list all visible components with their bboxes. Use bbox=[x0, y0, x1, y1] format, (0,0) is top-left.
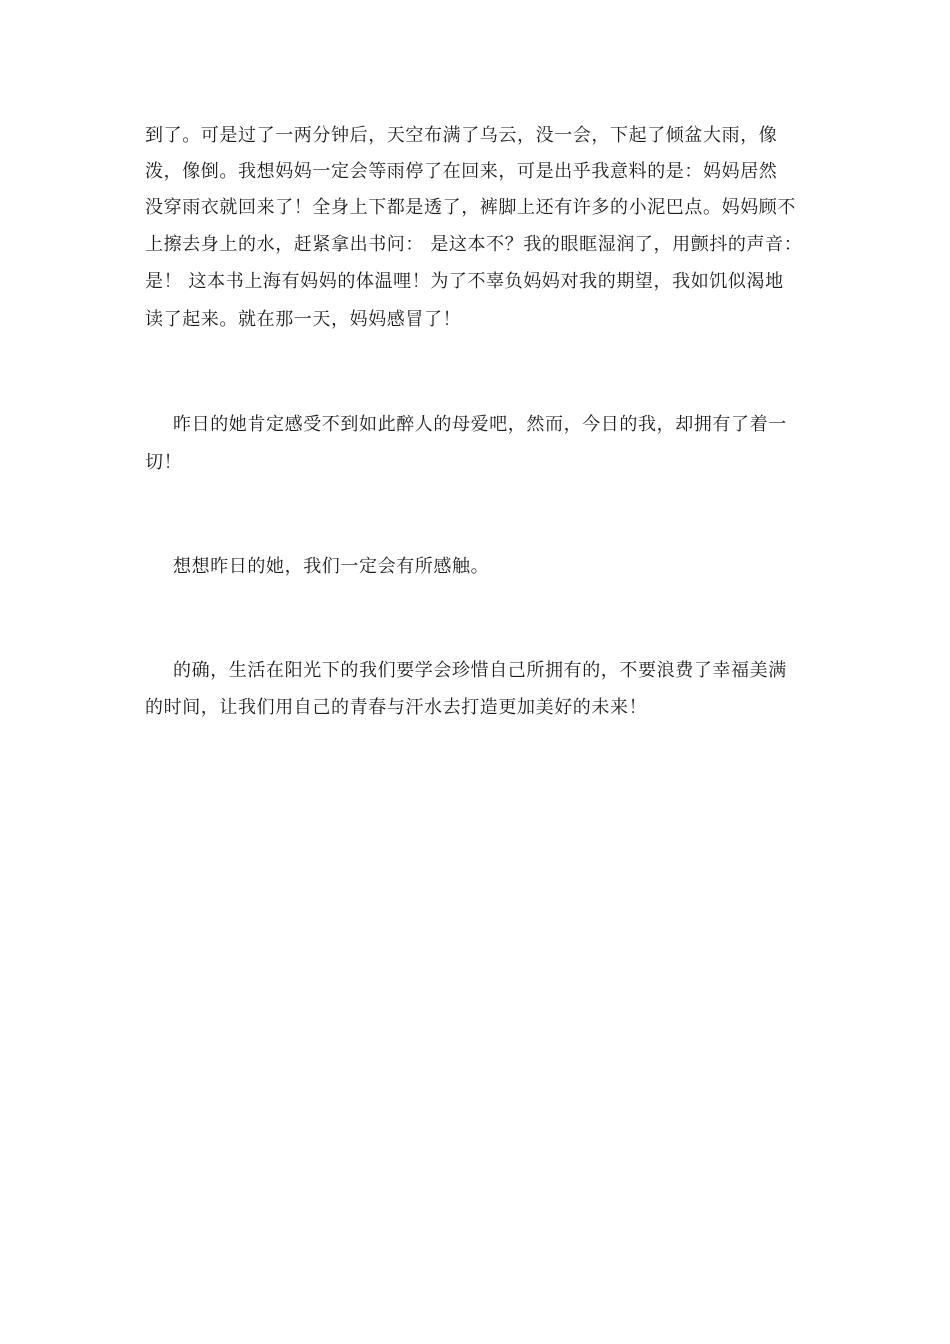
text-line: 到了。可是过了一两分钟后，天空布满了乌云，没一会，下起了倾盆大雨，像 bbox=[145, 125, 778, 146]
text-line: 上擦去身上的水，赶紧拿出书问： 是这本不？我的眼眶湿润了，用颤抖的声音： bbox=[145, 234, 803, 255]
text-line: 没穿雨衣就回来了！全身上下都是透了，裤脚上还有许多的小泥巴点。妈妈顾不 bbox=[145, 197, 796, 218]
text-line: 切！ bbox=[145, 452, 183, 473]
text-line: 的确，生活在阳光下的我们要学会珍惜自己所拥有的，不要浪费了幸福美满 bbox=[173, 660, 787, 681]
text-line: 的时间，让我们用自己的青春与汗水去打造更加美好的未来！ bbox=[145, 697, 648, 718]
text-line: 昨日的她肯定感受不到如此醉人的母爱吧，然而，今日的我，却拥有了着一 bbox=[173, 414, 787, 435]
text-line: 读了起来。就在那一天，妈妈感冒了！ bbox=[145, 309, 462, 330]
text-line: 想想昨日的她，我们一定会有所感触。 bbox=[173, 556, 490, 577]
text-line: 泼，像倒。我想妈妈一定会等雨停了在回来，可是出乎我意料的是：妈妈居然 bbox=[145, 161, 778, 182]
text-line: 是！ 这本书上海有妈妈的体温哩！为了不辜负妈妈对我的期望，我如饥似渴地 bbox=[145, 271, 784, 292]
